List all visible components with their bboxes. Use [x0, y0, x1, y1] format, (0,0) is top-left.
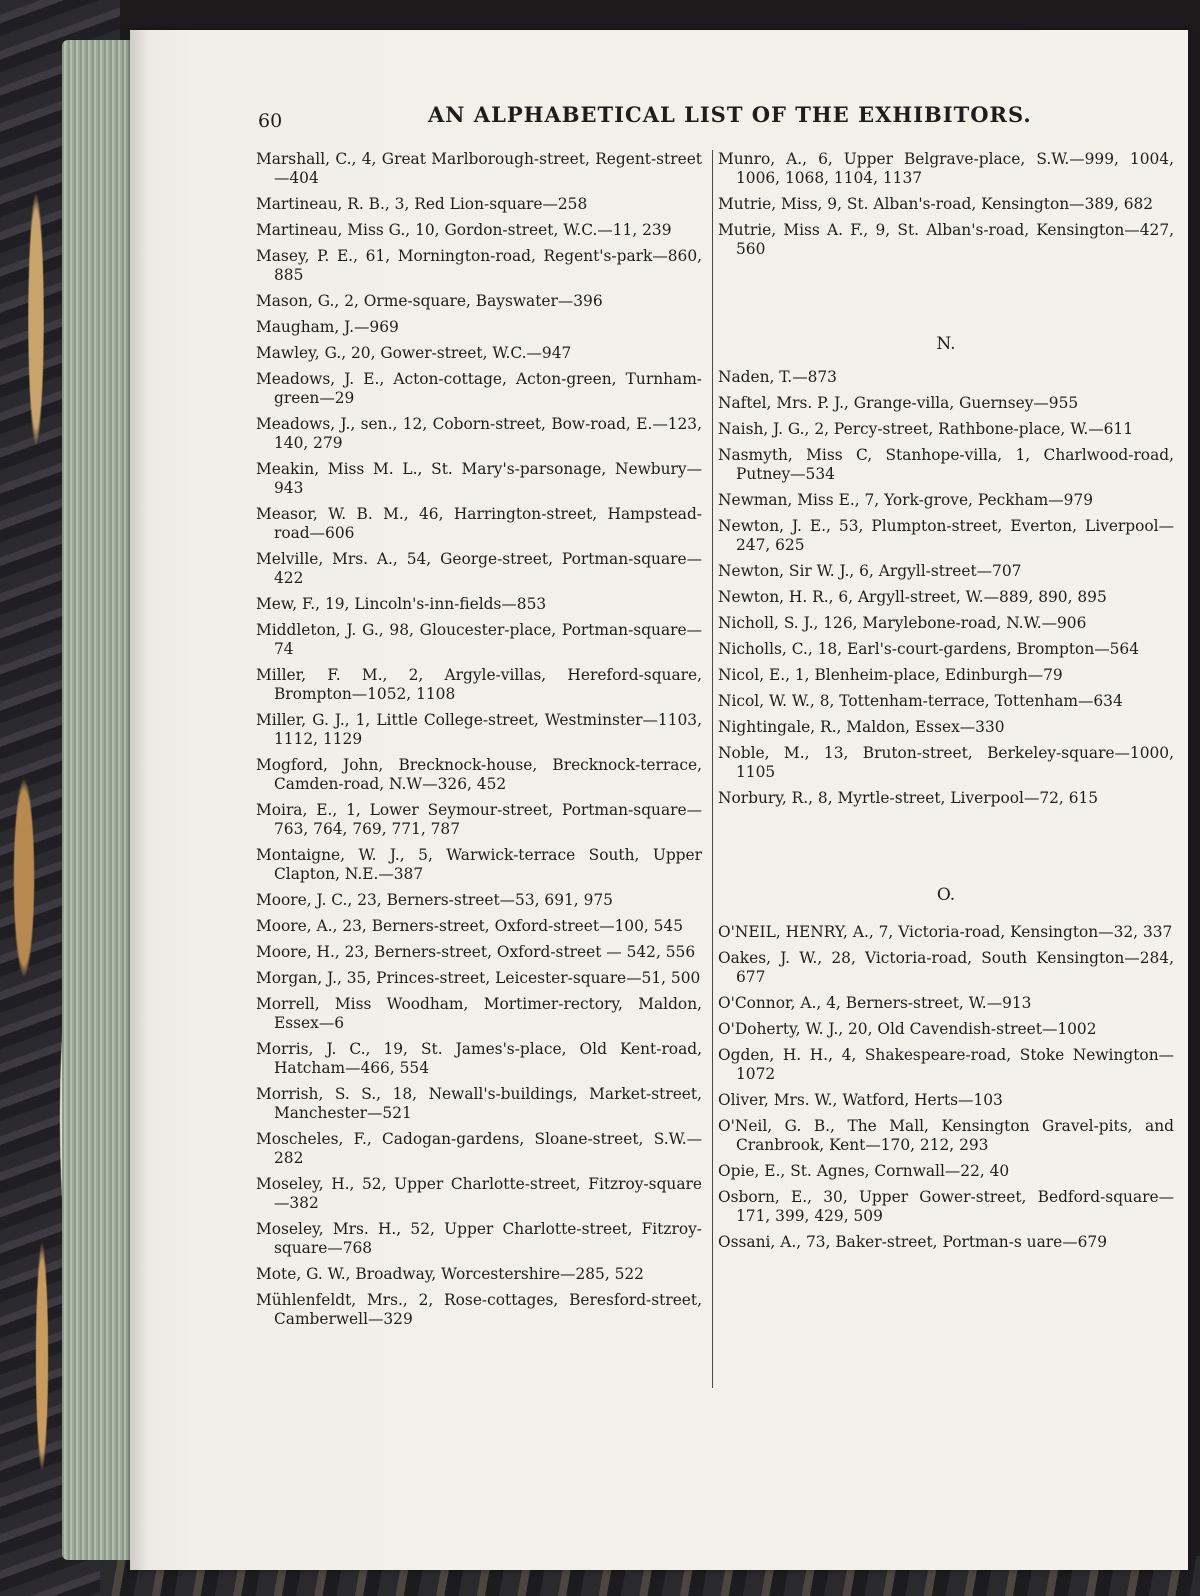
exhibitor-entry: O'Doherty, W. J., 20, Old Cavendish-street—1002 — [718, 1020, 1097, 1038]
section-heading-n: N. — [936, 334, 956, 354]
exhibitor-entry: Nicholls, C., 18, Earl's-court-gardens, Brompton—564 — [718, 640, 1139, 658]
exhibitor-entry: Naftel, Mrs. P. J., Grange-villa, Guernsey—955 — [718, 394, 1079, 412]
exhibitor-entry: Meadows, J., sen., 12, Coborn-street, Bow-road, E.—123, 140, 279 — [256, 415, 702, 452]
exhibitor-entry: Newton, J. E., 53, Plumpton-street, Everton, Liverpool—247, 625 — [718, 517, 1174, 554]
exhibitor-entry: Opie, E., St. Agnes, Cornwall—22, 40 — [718, 1162, 1010, 1180]
exhibitor-entry: Maugham, J.—969 — [256, 318, 399, 336]
exhibitor-entry: O'Connor, A., 4, Berners-street, W.—913 — [718, 994, 1032, 1012]
exhibitor-entry: Middleton, J. G., 98, Gloucester-place, Portman-square—74 — [256, 621, 702, 658]
exhibitor-entry: O'NEIL, HENRY, A., 7, Victoria-road, Kensington—32, 337 — [718, 923, 1173, 941]
exhibitor-entry: Naden, T.—873 — [718, 368, 837, 386]
exhibitor-entry: Nicol, W. W., 8, Tottenham-terrace, Tottenham—634 — [718, 692, 1123, 710]
exhibitor-entry: Moira, E., 1, Lower Seymour-street, Portman-square—763, 764, 769, 771, 787 — [256, 801, 702, 838]
exhibitor-entry: Meadows, J. E., Acton-cottage, Acton-green, Turnham-green—29 — [256, 370, 702, 407]
exhibitor-entry: Martineau, R. B., 3, Red Lion-square—258 — [256, 195, 588, 213]
exhibitor-entry: Marshall, C., 4, Great Marlborough-street, Regent-street—404 — [256, 150, 702, 187]
exhibitor-entry: Nightingale, R., Maldon, Essex—330 — [718, 718, 1005, 736]
exhibitor-entry: Morgan, J., 35, Princes-street, Leicester-square—51, 500 — [256, 969, 701, 987]
exhibitor-entry: Noble, M., 13, Bruton-street, Berkeley-square—1000, 1105 — [718, 744, 1174, 781]
book-page — [130, 30, 1188, 1570]
column-divider — [712, 150, 713, 1388]
page-number: 60 — [258, 110, 283, 132]
exhibitor-entry: O'Neil, G. B., The Mall, Kensington Gravel-pits, and Cranbrook, Kent—170, 212, 293 — [718, 1117, 1174, 1154]
exhibitor-entry: Mawley, G., 20, Gower-street, W.C.—947 — [256, 344, 572, 362]
exhibitor-entry: Moscheles, F., Cadogan-gardens, Sloane-street, S.W.—282 — [256, 1130, 702, 1167]
exhibitor-entry: Morrell, Miss Woodham, Mortimer-rectory, Maldon, Essex—6 — [256, 995, 702, 1032]
exhibitor-entry: Measor, W. B. M., 46, Harrington-street, Hampstead-road—606 — [256, 505, 702, 542]
exhibitor-entry: Nicol, E., 1, Blenheim-place, Edinburgh—79 — [718, 666, 1063, 684]
exhibitor-entry: Moore, A., 23, Berners-street, Oxford-street—100, 545 — [256, 917, 684, 935]
exhibitor-entry: Mühlenfeldt, Mrs., 2, Rose-cottages, Beresford-street, Camberwell—329 — [256, 1291, 702, 1328]
section-n-entries — [718, 368, 1174, 808]
exhibitor-entry: Martineau, Miss G., 10, Gordon-street, W.C.—11, 239 — [256, 221, 672, 239]
exhibitor-entry: Norbury, R., 8, Myrtle-street, Liverpool—72, 615 — [718, 789, 1099, 807]
exhibitor-entry: Mote, G. W., Broadway, Worcestershire—285, 522 — [256, 1265, 644, 1283]
exhibitor-entry: Newton, H. R., 6, Argyll-street, W.—889, 890, 895 — [718, 588, 1107, 606]
exhibitor-entry: Montaigne, W. J., 5, Warwick-terrace South, Upper Clapton, N.E.—387 — [256, 846, 702, 883]
running-title: AN ALPHABETICAL LIST OF THE EXHIBITORS. — [428, 102, 1032, 127]
exhibitor-entry: Osborn, E., 30, Upper Gower-street, Bedford-square—171, 399, 429, 509 — [718, 1188, 1174, 1225]
exhibitor-entry: Mutrie, Miss, 9, St. Alban's-road, Kensington—389, 682 — [718, 195, 1154, 213]
exhibitor-entry: Miller, F. M., 2, Argyle-villas, Hereford-square, Brompton—1052, 1108 — [256, 666, 702, 703]
exhibitor-entry: Newman, Miss E., 7, York-grove, Peckham—979 — [718, 491, 1094, 509]
exhibitor-entry: Nicholl, S. J., 126, Marylebone-road, N.W.—906 — [718, 614, 1087, 632]
exhibitor-entry: Morrish, S. S., 18, Newall's-buildings, Market-street, Manchester—521 — [256, 1085, 702, 1122]
exhibitor-entry: Meakin, Miss M. L., St. Mary's-parsonage, Newbury—943 — [256, 460, 702, 497]
section-o-entries — [718, 923, 1174, 1252]
section-heading-o: O. — [936, 885, 956, 905]
exhibitor-entry: Oliver, Mrs. W., Watford, Herts—103 — [718, 1091, 1003, 1109]
exhibitor-entry: Mutrie, Miss A. F., 9, St. Alban's-road, Kensington—427, 560 — [718, 221, 1174, 258]
right-column-m-entries — [718, 150, 1174, 259]
exhibitor-entry: Mason, G., 2, Orme-square, Bayswater—396 — [256, 292, 603, 310]
exhibitor-entry: Newton, Sir W. J., 6, Argyll-street—707 — [718, 562, 1022, 580]
exhibitor-entry: Moseley, Mrs. H., 52, Upper Charlotte-street, Fitzroy-square—768 — [256, 1220, 702, 1257]
exhibitor-entry: Masey, P. E., 61, Mornington-road, Regent's-park—860, 885 — [256, 247, 702, 284]
exhibitor-entry: Mogford, John, Brecknock-house, Brecknock-terrace, Camden-road, N.W—326, 452 — [256, 756, 702, 793]
exhibitor-entry: Miller, G. J., 1, Little College-street, Westminster—1103, 1112, 1129 — [256, 711, 702, 748]
exhibitor-entry: Munro, A., 6, Upper Belgrave-place, S.W.—999, 1004, 1006, 1068, 1104, 1137 — [718, 150, 1174, 187]
left-column — [256, 150, 702, 1336]
page-edges — [62, 40, 134, 1560]
exhibitor-entry: Moore, J. C., 23, Berners-street—53, 691, 975 — [256, 891, 613, 909]
exhibitor-entry: Naish, J. G., 2, Percy-street, Rathbone-place, W.—611 — [718, 420, 1133, 438]
exhibitor-entry: Ogden, H. H., 4, Shakespeare-road, Stoke Newington—1072 — [718, 1046, 1174, 1083]
exhibitor-entry: Moseley, H., 52, Upper Charlotte-street, Fitzroy-square—382 — [256, 1175, 702, 1212]
exhibitor-entry: Moore, H., 23, Berners-street, Oxford-street — 542, 556 — [256, 943, 696, 961]
exhibitor-entry: Oakes, J. W., 28, Victoria-road, South Kensington—284, 677 — [718, 949, 1174, 986]
exhibitor-entry: Melville, Mrs. A., 54, George-street, Portman-square—422 — [256, 550, 702, 587]
exhibitor-entry: Ossani, A., 73, Baker-street, Portman-s uare—679 — [718, 1233, 1108, 1251]
exhibitor-entry: Morris, J. C., 19, St. James's-place, Old Kent-road, Hatcham—466, 554 — [256, 1040, 702, 1077]
right-column — [718, 150, 1174, 1259]
exhibitor-entry: Nasmyth, Miss C, Stanhope-villa, 1, Charlwood-road, Putney—534 — [718, 446, 1174, 483]
exhibitor-entry: Mew, F., 19, Lincoln's-inn-fields—853 — [256, 595, 547, 613]
